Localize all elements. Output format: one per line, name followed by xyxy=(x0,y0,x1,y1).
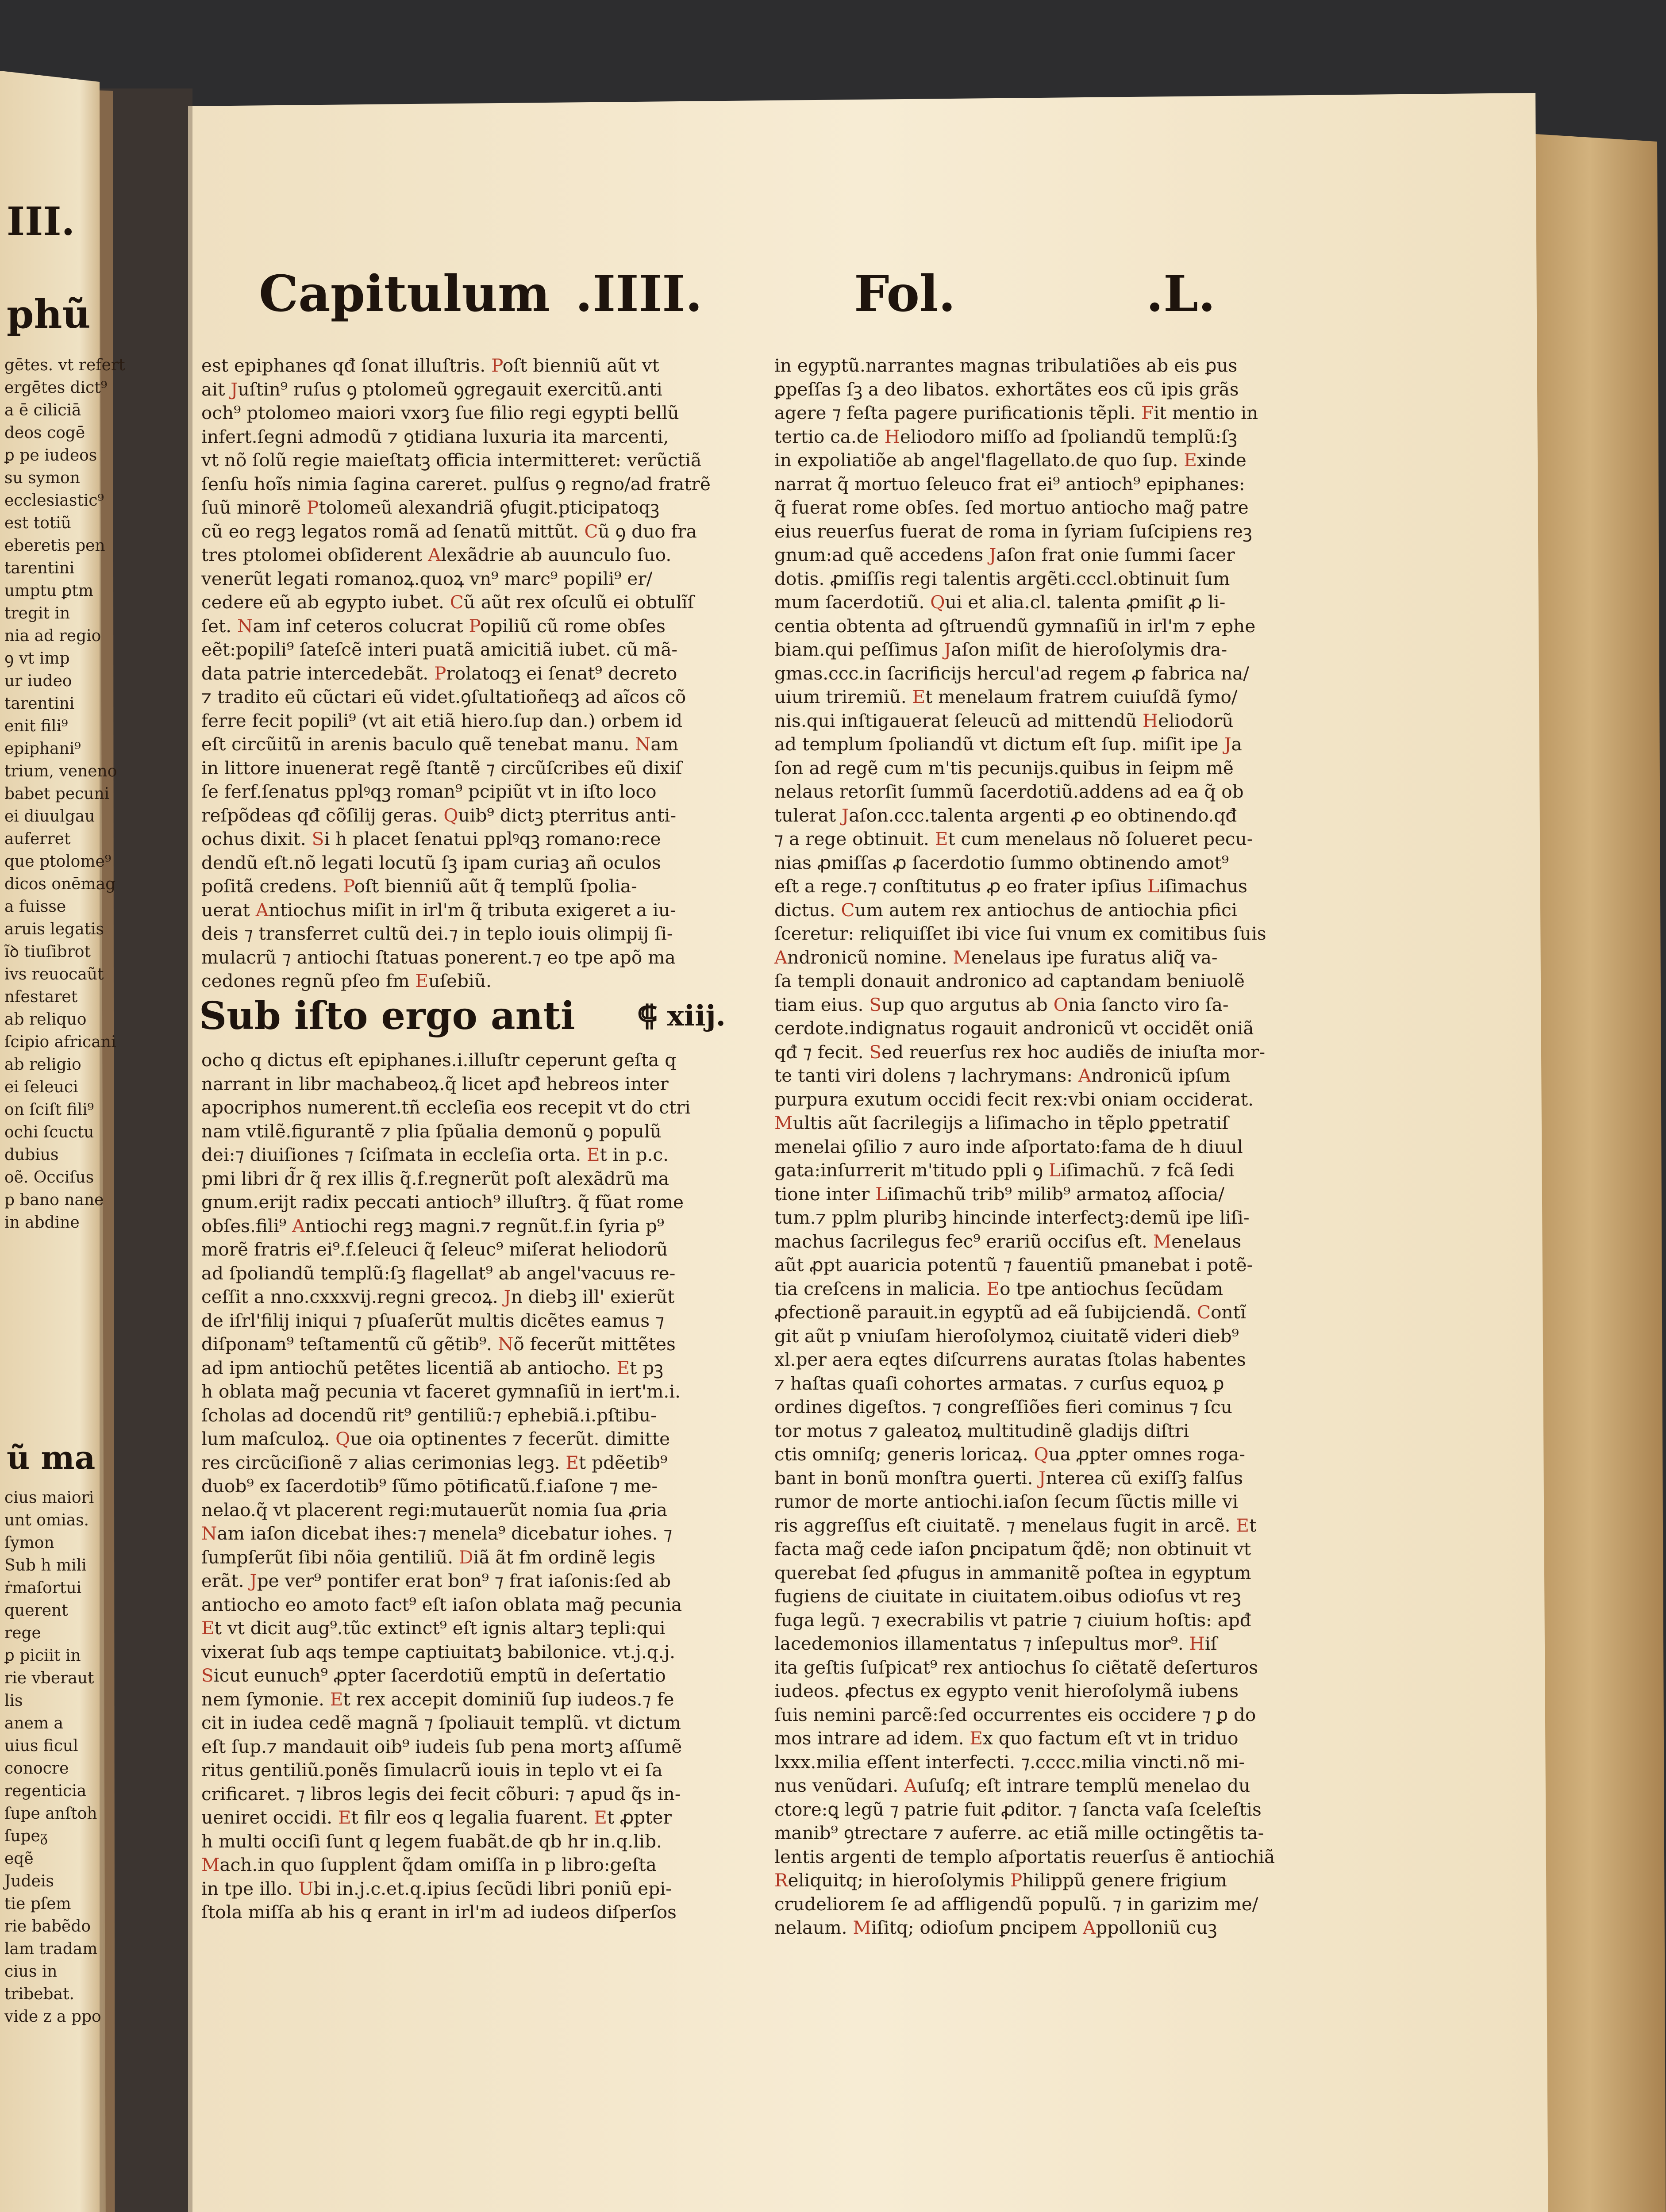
text-column-left xyxy=(201,354,728,993)
text-line: mos intrare ad idem. Ex quo factum eſt vt in triduo xyxy=(774,1728,1239,1749)
text-line: dotis. ꝓmiſſis regi talentis argẽti.cccl.obtinuit ſum xyxy=(774,568,1230,589)
text-line: ſe ferf.ſenatus pplꝰqꝫ roman⁹ pcipiũt vt in iſto loco xyxy=(201,781,657,802)
text-line: ecclesiastic⁹ xyxy=(4,492,104,510)
text-line: gētes. vt refert xyxy=(4,356,125,374)
text-line: Reliquitq; in hieroſolymis Philippũ genere frigium xyxy=(774,1870,1227,1891)
text-line: querebat ſed ꝓfugus in ammanitẽ poſtea in egyptum xyxy=(774,1562,1251,1583)
text-line: lacedemonios illamentatus ⁊ inſepultus mor⁹. Hiſ xyxy=(774,1633,1217,1654)
text-line: gata:inſurrerit m'titudo ppli ꝯ Liſimachũ. ⁊ fcã ſedi xyxy=(774,1160,1235,1181)
text-line: infert.ſegni admodũ ⁊ ꝯtidiana luxuria ita marcenti, xyxy=(201,426,669,447)
text-line: ſuis nemini parcẽ:ſed occurrentes eis occidere ⁊ ꝑ do xyxy=(774,1704,1256,1725)
text-line: cius in xyxy=(4,1962,58,1981)
text-line: ait Juſtin⁹ ruſus ꝯ ptolomeũ ꝯgregauit exercitũ.anti xyxy=(201,378,662,400)
left-page-column-top xyxy=(4,354,125,1234)
text-line: ⁊ tradito eũ cũctari eũ videt.ꝯſultatioñeqꝫ ad aĩcos cõ xyxy=(201,686,686,707)
text-line: ochus dixit. Si h placet ſenatui pplꝰqꝫ romano:rece xyxy=(201,828,661,849)
text-line: lam tradam xyxy=(4,1940,98,1958)
text-line: nem ſymonie. Et rex accepit dominiũ ſup iudeos.⁊ fe xyxy=(201,1688,674,1710)
text-line: Mach.in quo ſupplent q̃dam omiſſa in p libro:geſta xyxy=(201,1854,657,1875)
text-line: tum.⁊ pplm pluribꝫ hincinde interfectꝫ:demũ ipe liſi- xyxy=(774,1207,1250,1228)
text-column-right xyxy=(774,354,1305,1940)
text-line: rie babẽdo xyxy=(4,1917,91,1936)
text-line: cedere eũ ab egypto iubet. Cũ aũt rex oſculũ ei obtulĩſ xyxy=(201,591,694,613)
text-line: aruis legatis xyxy=(4,920,104,938)
text-line: obſes.fili⁹ Antiochi regꝫ magni.⁊ regnũt.f.in ſyria p⁹ xyxy=(201,1215,665,1237)
text-line: data patrie intercedebãt. Prolatoqꝫ ei ſenat⁹ decreto xyxy=(201,662,677,684)
running-head-folio-label: Fol. xyxy=(854,265,956,323)
text-line: rege xyxy=(4,1624,41,1642)
text-line: nus venũdari. Auſuſq; eſt intrare templũ menelao du xyxy=(774,1775,1250,1796)
text-line: eberetis pen xyxy=(4,537,105,555)
text-line: ceſſit a nno.cxxxvij.regni grecoꝝ. Jn diebꝫ ill' exierũt xyxy=(201,1286,675,1307)
text-line: in tpe illo. Ubi in.j.c.et.q.ipius ſecũdi libri poniũ epi- xyxy=(201,1878,672,1899)
text-line: ⁊ a rege obtinuit. Et cum menelaus nõ ſolueret pecu- xyxy=(774,828,1253,849)
text-line: xl.per aera eqtes diſcurrens auratas ſtolas habentes xyxy=(774,1349,1246,1370)
text-line: tribebat. xyxy=(4,1985,74,2003)
text-line: tie pſem xyxy=(4,1895,71,1913)
text-line: bant in bonũ monſtra ꝯuerti. Jnterea cũ exiſſꝫ falſus xyxy=(774,1467,1243,1489)
section-heading: Sub iſto ergo anti xyxy=(199,994,575,1038)
text-line: nias ꝓmiſſas ꝓ ſacerdotio ſummo obtinendo amot⁹ xyxy=(774,852,1229,873)
text-line: trium, veneno xyxy=(4,762,117,780)
text-line: git aũt p vniuſam hieroſolymoꝝ ciuitatẽ videri dieb⁹ xyxy=(774,1325,1239,1347)
left-page-column-bottom xyxy=(4,1486,104,2028)
text-line: diſponam⁹ teſtamentũ cũ gẽtib⁹. Nõ fecerũt mittẽtes xyxy=(201,1333,676,1355)
text-line: tregit in xyxy=(4,604,70,622)
text-line: ⁊ haſtas quaſi cohortes armatas. ⁊ curſus equoꝝ ꝑ xyxy=(774,1372,1224,1394)
text-line: ctore:ꝗ legũ ⁊ patrie fuit ꝓditor. ⁊ ſancta vaſa ſceleſtis xyxy=(774,1798,1262,1820)
text-line: p bano nane xyxy=(4,1191,104,1209)
text-line: umptu ꝑtm xyxy=(4,582,93,600)
text-line: lxxx.milia eſſent interfecti. ⁊.cccc.milia vincti.nõ mi- xyxy=(774,1751,1245,1773)
text-line: ĩꝺ tiuſibrot xyxy=(4,943,91,961)
text-line: nfestaret xyxy=(4,988,78,1006)
text-line: dubius xyxy=(4,1146,59,1164)
text-line: ſymon xyxy=(4,1534,54,1552)
text-line: te tanti viri dolens ⁊ lachrymans: Andronicũ ipſum xyxy=(774,1065,1231,1086)
text-line: fugiens de ciuitate in ciuitatem.oibus odioſus vt reꝫ xyxy=(774,1586,1241,1607)
text-line: ſceretur: reliquiſſet ibi vice ſui vnum ex comitibus ſuis xyxy=(774,923,1266,944)
text-line: tione inter Liſimachũ trib⁹ milib⁹ armatoꝝ aſſocia/ xyxy=(774,1183,1224,1205)
text-line: nelao.q̃ vt placerent regi:mutauerũt nomia ſua ꝓria xyxy=(201,1499,667,1521)
left-header-fragment: phũ xyxy=(7,291,91,337)
text-line: tres ptolomei obſiderent Alexãdrie ab auunculo ſuo. xyxy=(201,544,672,565)
text-line: eſt circũitũ in arenis baculo quẽ tenebat manu. Nam xyxy=(201,733,679,755)
text-line: enit fili⁹ xyxy=(4,717,68,735)
text-line: aũt ꝓpt auaricia potentũ ⁊ fauentiũ pmanebat i potẽ- xyxy=(774,1254,1253,1275)
text-line: ochi ſcuctu xyxy=(4,1123,94,1141)
text-line: uius ficul xyxy=(4,1737,78,1755)
text-line: crificaret. ⁊ libros legis dei fecit cõburi: ⁊ apud q̃s in- xyxy=(201,1783,681,1805)
text-line: ſupeᵹ xyxy=(4,1827,48,1845)
text-line: cius maiori xyxy=(4,1489,94,1507)
text-line: narrat q̃ mortuo ſeleuco frat ei⁹ antioch⁹ epiphanes: xyxy=(774,473,1245,495)
text-line: que ptolome⁹ xyxy=(4,853,112,871)
text-line: ſcipio africani xyxy=(4,1033,116,1051)
text-line: ꝯ vt imp xyxy=(4,649,70,668)
text-line: on ſciſt fili⁹ xyxy=(4,1101,94,1119)
text-line: tiam eius. Sup quo argutus ab Onia ſancto viro ſa- xyxy=(774,994,1229,1015)
text-line: est totiũ xyxy=(4,514,71,532)
text-line: oẽ. Occiſus xyxy=(4,1168,94,1187)
text-line: tarentini xyxy=(4,695,75,713)
text-line: qđ ⁊ fecit. Sed reuerſus rex hoc audiẽs de iniuſta mor- xyxy=(774,1041,1266,1063)
text-line: crudeliorem ſe ad affligendũ populũ. ⁊ in garizim me/ xyxy=(774,1893,1258,1915)
text-line: pmi libri d̃r q̃ rex illis q̃.f.regnerũt poſt alexãdrũ ma xyxy=(201,1167,669,1189)
left-header-fragment: III. xyxy=(7,198,75,244)
text-line: ordines digeſtos. ⁊ congreſſiões fieri cominus ⁊ ſcu xyxy=(774,1396,1232,1417)
text-line: eſt a rege.⁊ conſtitutus ꝓ eo frater ipſius Liſimachus xyxy=(774,876,1247,897)
text-line: vixerat ſub aqs tempe captiuitatꝫ babilonice. vt.j.q.j. xyxy=(201,1641,676,1663)
text-line: ſet. Nam inf ceteros colucrat Popiliũ cũ rome obſes xyxy=(201,615,666,637)
text-line: ṙmaſortui xyxy=(4,1579,82,1597)
text-line: agere ⁊ feſta pagere purificationis tẽpli. Fit mentio in xyxy=(774,402,1258,423)
text-line: ris aggreſſus eſt ciuitatẽ. ⁊ menelaus fugit in arcẽ. Et xyxy=(774,1514,1257,1536)
text-line: uium triremiũ. Et menelaum fratrem cuiuſdã ſymo/ xyxy=(774,686,1238,707)
text-line: dei:⁊ diuiſiones ⁊ ſciſmata in eccleſia orta. Et in p.c. xyxy=(201,1144,669,1165)
text-line: rumor de morte antiochi.iaſon ſecum ſũctis mille vi xyxy=(774,1491,1238,1512)
text-line: ab reliquo xyxy=(4,1010,87,1029)
text-line: iudeos. ꝓfectus ex egypto venit hieroſolymã iubens xyxy=(774,1680,1239,1701)
text-line: deis ⁊ transferret cultũ dei.⁊ in teplo iouis olimpij ſi- xyxy=(201,923,673,944)
text-line: ergētes dict⁹ xyxy=(4,379,108,397)
text-line: Judeis xyxy=(4,1872,54,1890)
text-line: Andronicũ nomine. Menelaus ipe furatus aliq̃ va- xyxy=(774,946,1218,968)
text-line: apocriphos numerent.tñ eccleſia eos recepit vt do ctri xyxy=(201,1097,691,1118)
text-line: ad templum ſpoliandũ vt dictum eſt ſup. miſit ipe Ja xyxy=(774,733,1242,755)
text-line: Nam iaſon dicebat ihes:⁊ menela⁹ dicebatur iohes. ⁊ xyxy=(201,1523,673,1544)
text-line: dicos onēmag xyxy=(4,875,116,893)
text-line: nia ad regio xyxy=(4,627,101,645)
text-line: regenticia xyxy=(4,1782,87,1800)
text-column-left-continued xyxy=(201,1048,728,1924)
text-line: ab religio xyxy=(4,1056,81,1074)
text-line: tertio ca.de Heliodoro miſſo ad ſpoliandũ templũ:ſꝫ xyxy=(774,426,1237,447)
text-line: ocho q dictus eſt epiphanes.i.illuſtr ceperunt geſta q xyxy=(201,1049,677,1071)
text-line: unt omias. xyxy=(4,1511,89,1529)
text-line: ei diuulgau xyxy=(4,807,95,826)
text-line: Sicut eunuch⁹ ꝓpter ſacerdotiũ emptũ in deſertatio xyxy=(201,1665,666,1686)
text-line: a fuisse xyxy=(4,898,66,916)
text-line: ꝓfectionẽ parauit.in egyptũ ad eã ſubijciendã. Contĩ xyxy=(774,1302,1246,1323)
text-line: ſcholas ad docendũ rit⁹ gentiliũ:⁊ ephebiã.i.pſtibu- xyxy=(201,1404,657,1426)
text-line: epiphani⁹ xyxy=(4,740,81,758)
text-line: vt nõ ſolũ regie maieſtatꝫ officia intermitteret: verũctiã xyxy=(201,449,702,471)
text-line: lentis argenti de templo aſportatis reuerſus ẽ antiochiã xyxy=(774,1846,1275,1867)
text-line: centia obtenta ad ꝯſtruendũ gymnaſiũ in irl'm ⁊ ephe xyxy=(774,615,1256,637)
text-line: nelaus retorſit ſummũ ſacerdotiũ.addens ad ea q̃ ob xyxy=(774,781,1244,802)
text-line: nelaum. Miſitq; odioſum ꝑncipem Appolloniũ cuꝫ xyxy=(774,1917,1217,1938)
text-line: tarentini xyxy=(4,559,75,577)
text-line: tor motus ⁊ galeatoꝝ multitudinẽ gladijs diſtri xyxy=(774,1420,1189,1441)
text-line: ad ipm antiochũ petẽtes licentiã ab antiocho. Et pꝫ xyxy=(201,1357,663,1379)
text-line: est epiphanes qđ ſonat illuſtris. Poſt bienniũ aũt vt xyxy=(201,355,659,376)
text-line: cerdote.indignatus rogauit andronicũ vt occidẽt oniã xyxy=(774,1018,1254,1039)
text-line: duob⁹ ex ſacerdotib⁹ ſũmo pōtificatũ.f.iaſone ⁊ me- xyxy=(201,1475,658,1497)
text-line: querent xyxy=(4,1601,68,1620)
text-line: ſtola miſſa ab his q erant in irl'm ad iudeos diſperſos xyxy=(201,1901,677,1923)
text-line: ivs reuocaũt xyxy=(4,965,104,983)
text-line: h oblata mag̃ pecunia vt faceret gymnaſiũ in iert'm.i. xyxy=(201,1381,681,1402)
text-line: biam.qui peſſimus Jaſon miſit de hieroſolymis dra- xyxy=(774,639,1227,660)
text-line: och⁹ ptolomeo maiori vxorꝫ ſue filio regi egypti bellũ xyxy=(201,402,679,423)
text-line: ſuũ minorẽ Ptolomeũ alexandriã ꝯfugit.pticipatoqꝫ xyxy=(201,497,660,518)
text-line: in abdine xyxy=(4,1214,80,1232)
text-line: nis.qui inſtigauerat ſeleucũ ad mittendũ Heliodorũ xyxy=(774,710,1234,731)
text-line: tulerat Jaſon.ccc.talenta argenti ꝓ eo obtinendo.qđ xyxy=(774,804,1237,826)
text-line: Sub h mili xyxy=(4,1556,87,1575)
section-number-mark: ⸿ xiij. xyxy=(637,999,726,1033)
text-line: eẽt:popili⁹ ſateſcẽ interi puatã amicitiã iubet. cũ mã- xyxy=(201,639,678,660)
text-line: q̃ fuerat rome obſes. ſed mortuo antiocho mag̃ patre xyxy=(774,497,1249,518)
text-line: cũ eo regꝫ legatos romã ad ſenatũ mittũt. Cũ ꝯ duo fra xyxy=(201,520,697,542)
running-head-chapter: Capitulum xyxy=(259,265,550,323)
text-line: erãt. Jpe ver⁹ pontifer erat bon⁹ ⁊ frat iaſonis:ſed ab xyxy=(201,1570,671,1591)
text-line: ur iudeo xyxy=(4,672,72,690)
text-line: Et vt dicit aug⁹.tũc extinct⁹ eſt ignis altarꝫ tepli:qui xyxy=(201,1617,666,1639)
text-line: cedones regnũ pſeo fm Euſebiũ. xyxy=(201,970,492,991)
text-line: dendũ eſt.nõ legati locutũ ſꝫ ipam curiaꝫ añ oculos xyxy=(201,852,661,873)
text-line: Multis aũt ſacrilegijs a liſimacho in tẽplo ꝑpetratiſ xyxy=(774,1112,1229,1133)
left-page-midword: ũ ma xyxy=(7,1439,96,1476)
text-line: venerũt legati romanoꝝ.quoꝝ vn⁹ marc⁹ popili⁹ er/ xyxy=(201,568,653,589)
text-line: fuga legũ. ⁊ execrabilis vt patrie ⁊ ciuium hoſtis: apđ xyxy=(774,1609,1251,1631)
text-line: cit in iudea cedẽ magnã ⁊ ſpoliauit templũ. vt dictum xyxy=(201,1712,681,1733)
gutter-shadow xyxy=(100,88,192,2212)
text-line: lum maſculoꝝ. Que oia optinentes ⁊ fecerũt. dimitte xyxy=(201,1428,670,1449)
text-line: machus ſacrilegus fec⁹ erariũ occiſus eſt. Menelaus xyxy=(774,1230,1242,1252)
text-line: ꝑ piciit in xyxy=(4,1647,81,1665)
text-line: ꝑpeſſas ſꝫ a deo libatos. exhortãtes eos cũ ipis grãs xyxy=(774,378,1239,400)
text-line: ꝑ pe iudeos xyxy=(4,446,97,465)
text-line: vide z a ppo xyxy=(4,2008,101,2026)
text-line: ſenſu hoĩs nimia ſagina careret. pulſus ꝯ regno/ad fratrẽ xyxy=(201,473,711,495)
text-line: uerat Antiochus miſit in irl'm q̃ tributa exigeret a iu- xyxy=(201,899,676,921)
text-line: ei ſeleuci xyxy=(4,1078,78,1096)
text-line: in egyptũ.narrantes magnas tribulatiões ab eis ꝑus xyxy=(774,355,1238,376)
text-line: deos cogē xyxy=(4,424,85,442)
text-line: auferret xyxy=(4,830,71,848)
text-line: gmas.ccc.in ſacrificijs hercul'ad regem ꝓ fabrica na/ xyxy=(774,662,1249,684)
text-line: facta mag̃ cede iaſon ꝑncipatum q̃dẽ; non obtinuit vt xyxy=(774,1538,1251,1559)
text-line: eſt ſup.⁊ mandauit oib⁹ iudeis ſub pena mortꝫ aſſumẽ xyxy=(201,1736,682,1757)
text-line: eqẽ xyxy=(4,1850,34,1868)
text-line: rie vberaut xyxy=(4,1669,94,1687)
text-line: manib⁹ ꝯtrectare ⁊ auferre. ac etiã mille octingẽtis ta- xyxy=(774,1822,1264,1843)
text-line: ſumpſerũt ſibi nõia gentiliũ. Diã ãt fm ordinẽ legis xyxy=(201,1546,656,1568)
text-line: in littore inuenerat regẽ ſtantẽ ⁊ circũſcribes eũ dixiſ xyxy=(201,757,682,779)
text-line: su symon xyxy=(4,469,80,487)
text-line: a ē ciliciā xyxy=(4,401,81,419)
text-line: ritus gentiliũ.ponẽs ſimulacrũ iouis in teplo vt ei ſa xyxy=(201,1759,663,1781)
text-line: purpura exutum occidi fecit rex:vbi oniam occiderat. xyxy=(774,1088,1254,1110)
text-line: de iſrl'filij iniqui ⁊ pſuaſerũt multis dicẽtes eamus ⁊ xyxy=(201,1310,665,1331)
text-line: poſitã credens. Poſt bienniũ aũt q̃ templũ ſpolia- xyxy=(201,876,637,897)
text-line: ad ſpoliandũ templũ:ſꝫ flagellat⁹ ab angel'vacuus re- xyxy=(201,1262,676,1284)
text-line: narrant in libr machabeoꝝ.q̃ licet apđ hebreos inter xyxy=(201,1073,669,1094)
text-line: antiocho eo amoto fact⁹ eſt iaſon oblata mag̃ pecunia xyxy=(201,1594,682,1615)
text-line: babet pecuni xyxy=(4,785,110,803)
text-line: ita geſtis ſuſpicat⁹ rex antiochus ſo ciẽtatẽ deſerturos xyxy=(774,1656,1258,1678)
text-line: morẽ fratris ei⁹.f.ſeleuci q̃ ſeleuc⁹ miſerat heliodorũ xyxy=(201,1239,668,1260)
text-line: reſpõdeas qđ cõſilij geras. Quib⁹ dictꝫ pterritus anti- xyxy=(201,804,677,826)
text-line: gnum:ad quẽ accedens Jaſon frat onie ſummi ſacer xyxy=(774,544,1235,565)
text-line: ctis omniſq; generis loricaꝝ. Qua ꝓpter omnes roga- xyxy=(774,1444,1245,1465)
text-line: menelai ꝯſilio ⁊ auro inde aſportato:fama de h diuul xyxy=(774,1136,1243,1157)
text-line: ſon ad regẽ cum m'tis pecunijs.quibus in ſeipm mẽ xyxy=(774,757,1234,779)
text-line: conocre xyxy=(4,1759,69,1778)
text-line: mulacrũ ⁊ antiochi ſtatuas ponerent.⁊ eo tpe apõ ma xyxy=(201,946,676,968)
text-line: eius reuerſus fuerat de roma in ſyriam ſuſcipiens reꝫ xyxy=(774,520,1252,542)
text-line: nam vtilẽ.figurantẽ ⁊ plia ſpũalia demonũ ꝯ populũ xyxy=(201,1120,662,1142)
text-line: ferre fecit popili⁹ (vt ait etiã hiero.ſup dan.) orbem id xyxy=(201,710,683,731)
text-line: ſa templi donauit andronico ad captandam beniuolẽ xyxy=(774,970,1245,991)
running-head-chapter-number: .IIII. xyxy=(575,265,703,323)
text-line: h multi occiſi ſunt q legem fuabãt.de qb hr in.q.lib. xyxy=(201,1830,662,1852)
text-line: lis xyxy=(4,1692,23,1710)
text-line: ſupe anſtoh xyxy=(4,1805,97,1823)
text-line: in expoliatiõe ab angel'flagellato.de quo ſup. Exinde xyxy=(774,449,1247,471)
text-line: res circũciſionẽ ⁊ alias cerimonias legꝫ. Et pdẽetib⁹ xyxy=(201,1452,668,1473)
text-line: tia creſcens in malicia. Eo tpe antiochus ſecũdam xyxy=(774,1278,1223,1299)
text-line: dictus. Cum autem rex antiochus de antiochia pfici xyxy=(774,899,1237,921)
running-head-folio-number: .L. xyxy=(1146,265,1216,323)
text-line: gnum.erijt radix peccati antioch⁹ illuſtrꝫ. q̃ fũat rome xyxy=(201,1191,684,1213)
text-line: ueniret occidi. Et filr eos q legalia fuarent. Et ꝓpter xyxy=(201,1807,672,1828)
text-line: mum ſacerdotiũ. Qui et alia.cl. talenta ꝓmiſit ꝓ li- xyxy=(774,591,1226,613)
text-line: anem a xyxy=(4,1714,63,1732)
